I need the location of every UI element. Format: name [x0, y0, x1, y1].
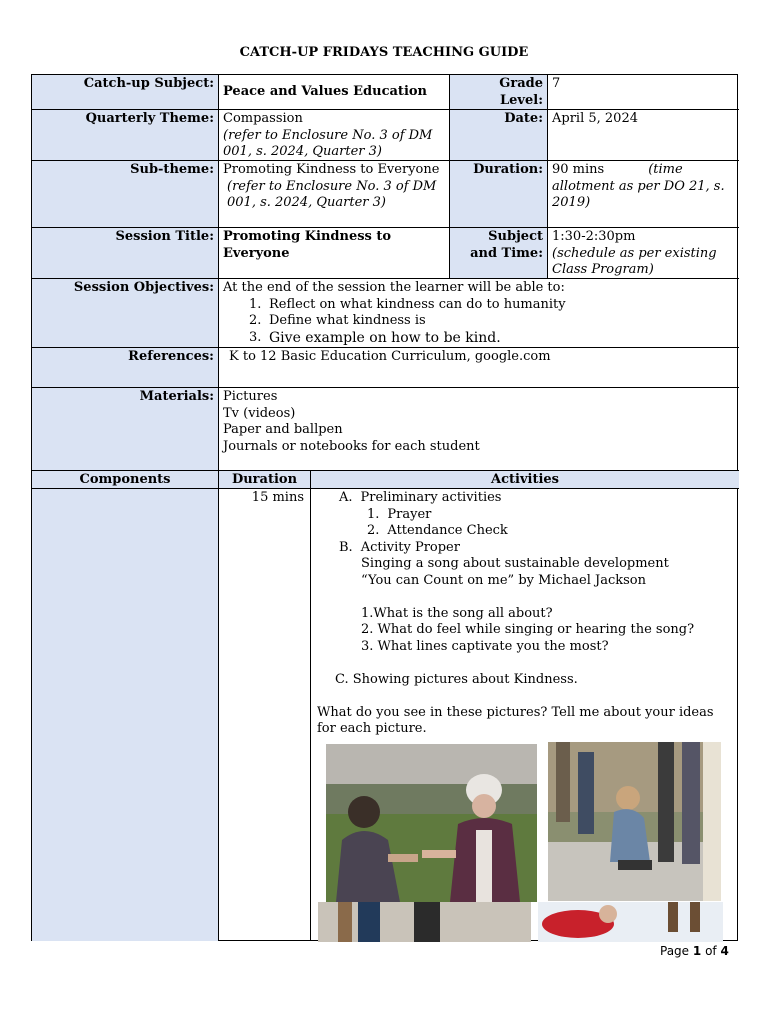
activities-cell: A. Preliminary activities 1. Prayer 2. Attendance Check B. Activity Proper Singing a song about sustainable development “You can Count on me” by Michael Jackson 1.What is the song all about? 2. What do feel while singing or hearing the song? 3. What lines captivate you the most? C. Showing pictures about Kindness. What do you see in these pictures? Tell me about your ideas for each picture. [311, 489, 739, 941]
grade-label: Grade Level: [450, 75, 548, 110]
subject-time-label: Subject and Time: [450, 228, 548, 279]
subtheme-value: Promoting Kindness to Everyone (refer to Enclosure No. 3 of DM 001, s. 2024, Quarter 3) [219, 161, 450, 228]
teaching-guide-table [31, 74, 738, 941]
session-title-value: Promoting Kindness to Everyone [219, 228, 450, 279]
theme-label: Quarterly Theme: [32, 110, 219, 161]
components-header: Components [32, 471, 219, 489]
references-label: References: [32, 348, 219, 388]
kindness-picture-4 [538, 902, 723, 942]
kindness-picture-1 [326, 744, 537, 902]
activity-item: 1. Prayer [367, 506, 432, 522]
date-value: April 5, 2024 [548, 110, 739, 161]
references-value: K to 12 Basic Education Curriculum, google.com [219, 348, 739, 388]
subject-label: Catch-up Subject: [32, 75, 219, 110]
duration-value: 90 mins (time allotment as per DO 21, s. 2019) [548, 161, 739, 228]
grade-value: 7 [548, 75, 739, 110]
components-cell [32, 489, 219, 941]
date-label: Date: [450, 110, 548, 161]
session-title-label: Session Title: [32, 228, 219, 279]
materials-value: Pictures Tv (videos) Paper and ballpen Journals or notebooks for each student [219, 388, 739, 471]
objective-item: 2. Define what kindness is [249, 313, 426, 328]
subject-value: Peace and Values Education [219, 75, 450, 110]
page-footer: Page 1 of 4 [660, 944, 729, 958]
duration-header: Duration [219, 471, 311, 489]
objective-item: 1. Reflect on what kindness can do to humanity [249, 296, 566, 312]
activity-item: 2. Attendance Check [367, 523, 508, 538]
activities-header: Activities [311, 471, 739, 489]
kindness-picture-2 [548, 742, 721, 901]
theme-value: Compassion (refer to Enclosure No. 3 of DM 001, s. 2024, Quarter 3) [219, 110, 450, 161]
objective-item: 3. Give example on how to be kind. [249, 329, 501, 346]
objectives-value: At the end of the session the learner will be able to: 1. Reflect on what kindness can do to humanity 2. Define what kindness is 3. Give example on how to be kind. [219, 279, 739, 348]
duration-cell: 15 mins [219, 489, 311, 941]
subtheme-label: Sub-theme: [32, 161, 219, 228]
kindness-picture-3 [318, 902, 531, 942]
materials-label: Materials: [32, 388, 219, 471]
objectives-label: Session Objectives: [32, 279, 219, 348]
page-title: CATCH-UP FRIDAYS TEACHING GUIDE [239, 45, 529, 60]
subject-time-value: 1:30-2:30pm (schedule as per existing Class Program) [548, 228, 739, 279]
duration-label: Duration: [450, 161, 548, 228]
